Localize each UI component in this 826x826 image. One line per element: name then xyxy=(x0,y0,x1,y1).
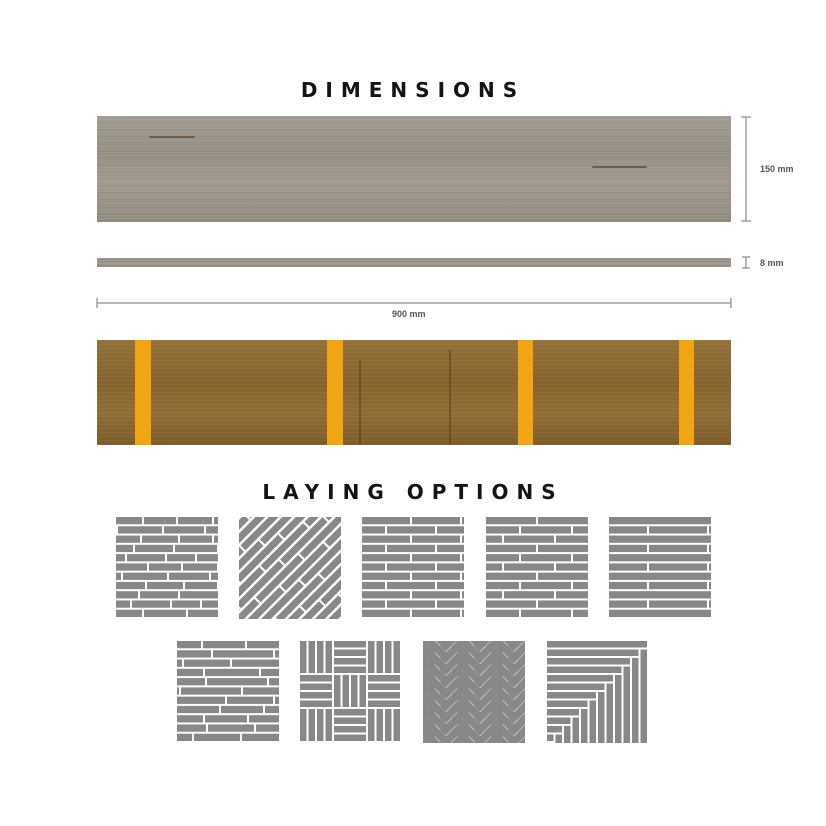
plank-tile xyxy=(521,526,571,533)
plank-tile xyxy=(573,554,588,561)
plank-tile xyxy=(334,675,341,707)
plank-tile xyxy=(486,573,536,580)
plank-tile xyxy=(208,724,254,731)
plank-tile xyxy=(412,554,460,561)
plank-tile xyxy=(547,726,562,733)
plank-tile xyxy=(147,582,183,589)
plank-tile xyxy=(149,563,181,570)
plank-tile xyxy=(437,563,464,570)
plank-tile xyxy=(486,517,536,524)
plank-tile xyxy=(607,684,614,744)
plank-tile xyxy=(207,678,267,685)
plank-tile xyxy=(547,692,596,699)
plank-tile xyxy=(214,517,218,524)
plank-tile xyxy=(362,536,410,543)
plank-tile xyxy=(486,610,519,617)
plank-tile xyxy=(437,545,464,552)
plank-tile xyxy=(202,600,218,607)
plank-tile xyxy=(377,709,384,741)
plank-tile xyxy=(581,709,588,743)
plank-tile xyxy=(334,667,366,674)
plank-tile xyxy=(178,517,212,524)
plank-tile xyxy=(275,650,279,657)
plank-tile xyxy=(334,641,366,648)
adhesive-strip xyxy=(679,340,694,445)
plank-tile xyxy=(172,600,200,607)
plank-tile xyxy=(309,641,316,673)
plank-tile xyxy=(412,610,460,617)
plank-tile xyxy=(177,660,182,667)
plank-tile xyxy=(167,554,195,561)
plank-tile xyxy=(462,573,464,580)
plank-tile xyxy=(609,517,711,524)
plank-tile xyxy=(412,573,460,580)
plank-tile xyxy=(247,641,279,648)
plank-tile xyxy=(351,675,358,707)
plank-tile xyxy=(547,675,613,682)
plank-tile xyxy=(462,554,464,561)
plank-tile xyxy=(437,526,464,533)
plank-tile xyxy=(538,600,588,607)
plank-tile xyxy=(538,573,588,580)
dimensions-heading: DIMENSIONS xyxy=(300,78,526,102)
plank-tile xyxy=(177,687,179,694)
plank-tile xyxy=(317,709,324,741)
plank-tile xyxy=(486,545,536,552)
plank-tile xyxy=(615,675,622,743)
plank-tile xyxy=(368,701,400,708)
plank-tile xyxy=(547,735,554,742)
plank-tile xyxy=(116,563,147,570)
plank-tile xyxy=(326,709,333,741)
plank-tile xyxy=(368,641,375,673)
plank-tile xyxy=(362,526,385,533)
plank-tile xyxy=(462,536,464,543)
thickness-label: 8 mm xyxy=(760,258,784,268)
plank-tile xyxy=(265,706,279,713)
plank-tile xyxy=(462,591,464,598)
plank-tile xyxy=(269,678,279,685)
plank-tile xyxy=(300,701,332,708)
plank-tile xyxy=(183,563,217,570)
plank-tile xyxy=(116,600,130,607)
plank-tile xyxy=(164,526,204,533)
plank-tile xyxy=(116,582,145,589)
plank-tile xyxy=(609,573,711,580)
plank-tile xyxy=(521,554,571,561)
laying-options-heading: LAYING OPTIONS xyxy=(262,480,564,504)
plank-tile xyxy=(556,735,563,744)
plank-tile xyxy=(242,734,279,741)
plank-tile xyxy=(362,563,385,570)
plank-tile xyxy=(118,526,162,533)
plank-tile xyxy=(188,610,218,617)
plank-tile xyxy=(326,641,333,673)
plank-tile xyxy=(547,650,639,657)
plank-tile xyxy=(437,582,464,589)
plank-tile xyxy=(177,678,205,685)
plank-tile xyxy=(462,517,464,524)
plank-tile xyxy=(177,706,219,713)
plank-tile xyxy=(547,641,647,648)
plank-back-view xyxy=(97,340,731,445)
plank-tile xyxy=(387,563,435,570)
plank-tile xyxy=(387,582,435,589)
plank-tile xyxy=(486,582,519,589)
plank-tile xyxy=(521,582,571,589)
plank-tile xyxy=(116,591,138,598)
plank-tile xyxy=(609,563,647,570)
plank-tile xyxy=(649,600,707,607)
plank-tile xyxy=(624,667,631,744)
pattern-corner-frame xyxy=(547,641,649,743)
plank-tile xyxy=(609,600,647,607)
plank-tile xyxy=(177,641,201,648)
plank-tile xyxy=(362,554,410,561)
plank-tile xyxy=(609,610,711,617)
plank-tile xyxy=(144,610,186,617)
plank-tile xyxy=(300,709,307,741)
plank-tile xyxy=(547,718,571,725)
plank-tile xyxy=(504,591,554,598)
plank-tile xyxy=(205,669,259,676)
plank-tile xyxy=(256,724,279,731)
plank-tile xyxy=(387,600,435,607)
plank-tile xyxy=(377,641,384,673)
plank-tile xyxy=(140,591,178,598)
plank-tile xyxy=(261,669,279,676)
pattern-random-staggered xyxy=(177,641,279,743)
plank-tile xyxy=(185,582,217,589)
plank-tile xyxy=(334,735,366,742)
plank-tile xyxy=(573,526,588,533)
plank-tile xyxy=(412,517,460,524)
plank-tile xyxy=(177,669,203,676)
plank-tile xyxy=(486,536,502,543)
plank-tile xyxy=(343,675,350,707)
plank-tile xyxy=(116,536,140,543)
plank-tile xyxy=(521,610,571,617)
plank-tile xyxy=(300,684,332,691)
plank-tile xyxy=(362,517,410,524)
plank-tile xyxy=(221,706,263,713)
plank-tile xyxy=(598,692,605,743)
plank-tile xyxy=(180,536,212,543)
plank-tile xyxy=(116,610,142,617)
plank-tile xyxy=(609,526,647,533)
plank-tile xyxy=(538,545,588,552)
plank-tile xyxy=(232,660,279,667)
plank-tile xyxy=(709,600,711,607)
plank-tile xyxy=(641,650,648,744)
plank-tile xyxy=(538,517,588,524)
plank-tile xyxy=(486,554,519,561)
plank-tile xyxy=(181,687,241,694)
plank-tile xyxy=(394,709,401,741)
plank-tile xyxy=(547,667,622,674)
plank-tile xyxy=(227,697,273,704)
plank-tile xyxy=(486,563,502,570)
plank-tile xyxy=(362,582,385,589)
plank-tile xyxy=(609,554,711,561)
plank-tile xyxy=(556,536,588,543)
plank-tile xyxy=(590,701,597,744)
plank-tile xyxy=(334,718,366,725)
plank-tile xyxy=(385,641,392,673)
plank-tile xyxy=(142,536,178,543)
plank-tile xyxy=(206,526,218,533)
plank-tile xyxy=(437,600,464,607)
plank-tile xyxy=(116,554,125,561)
plank-tile xyxy=(334,726,366,733)
plank-tile xyxy=(556,563,588,570)
plank-tile xyxy=(609,591,711,598)
plank-tile xyxy=(123,573,167,580)
plank-tile xyxy=(362,610,410,617)
plank-tile xyxy=(177,650,211,657)
plank-tile xyxy=(116,517,142,524)
plank-tile xyxy=(609,545,647,552)
plank-tile xyxy=(177,697,225,704)
plank-tile xyxy=(486,526,519,533)
plank-edge-view xyxy=(97,258,731,267)
plank-tile xyxy=(709,526,711,533)
plank-tile xyxy=(609,536,711,543)
plank-tile xyxy=(649,563,707,570)
pattern-random-staggered-tight xyxy=(116,517,218,619)
plank-tile xyxy=(547,709,579,716)
plank-tile xyxy=(547,658,630,665)
plank-tile xyxy=(486,591,502,598)
plank-tile xyxy=(194,734,240,741)
plank-tile xyxy=(362,545,385,552)
plank-tile xyxy=(412,536,460,543)
plank-tile xyxy=(197,554,218,561)
plank-tile xyxy=(180,591,218,598)
plank-tile xyxy=(243,687,279,694)
plank-tile xyxy=(116,545,133,552)
plank-tile xyxy=(184,660,230,667)
plank-tile xyxy=(169,573,209,580)
plank-tile xyxy=(362,573,410,580)
plank-tile xyxy=(394,641,401,673)
plank-tile xyxy=(300,692,332,699)
adhesive-strip xyxy=(135,340,151,445)
plank-tile xyxy=(573,718,580,744)
plank-tile xyxy=(709,545,711,552)
pattern-brick-offset xyxy=(362,517,464,619)
plank-tile xyxy=(211,573,218,580)
plank-tile xyxy=(462,610,464,617)
plank-tile xyxy=(249,715,279,722)
plank-tile xyxy=(300,675,332,682)
plank-tile xyxy=(334,650,366,657)
plank-tile xyxy=(362,591,410,598)
plank-tile xyxy=(504,563,554,570)
plank-tile xyxy=(486,600,536,607)
pattern-basket-weave xyxy=(300,641,402,743)
plank-tile xyxy=(368,709,375,741)
plank-tile xyxy=(368,684,400,691)
plank-tile xyxy=(387,526,435,533)
plank-tile xyxy=(649,526,707,533)
plank-tile xyxy=(609,582,647,589)
plank-tile xyxy=(564,726,571,743)
plank-tile xyxy=(649,545,707,552)
plank-tile xyxy=(387,545,435,552)
plank-tile xyxy=(203,641,245,648)
plank-tile xyxy=(127,554,165,561)
plank-tile xyxy=(317,641,324,673)
length-label: 900 mm xyxy=(392,309,426,319)
plank-tile xyxy=(632,658,639,743)
plank-tile xyxy=(573,582,588,589)
plank-tile xyxy=(205,715,247,722)
plank-tile xyxy=(309,709,316,741)
pattern-third-offset xyxy=(486,517,588,619)
plank-tile xyxy=(709,563,711,570)
plank-tile xyxy=(547,684,605,691)
plank-tile xyxy=(334,658,366,665)
plank-tile xyxy=(385,709,392,741)
plank-tile xyxy=(334,709,366,716)
plank-tile xyxy=(368,692,400,699)
adhesive-strip xyxy=(327,340,343,445)
plank-tile xyxy=(362,600,385,607)
plank-tile xyxy=(213,650,273,657)
plank-tile xyxy=(132,600,170,607)
plank-tile xyxy=(556,591,588,598)
plank-tile xyxy=(144,517,176,524)
plank-tile xyxy=(177,715,203,722)
plank-tile xyxy=(547,701,588,708)
plank-tile xyxy=(709,582,711,589)
plank-tile xyxy=(275,697,279,704)
plank-tile xyxy=(135,545,173,552)
plank-tile xyxy=(177,734,192,741)
plank-tile xyxy=(649,582,707,589)
plank-tile xyxy=(116,573,121,580)
pattern-straight-lay xyxy=(609,517,711,619)
width-label: 150 mm xyxy=(760,164,794,174)
plank-tile xyxy=(214,536,218,543)
adhesive-strip xyxy=(518,340,533,445)
plank-tile xyxy=(573,610,588,617)
pattern-diagonal xyxy=(239,517,341,619)
plank-tile xyxy=(412,591,460,598)
plank-tile xyxy=(300,641,307,673)
plank-tile xyxy=(504,536,554,543)
plank-tile xyxy=(177,724,206,731)
plank-tile xyxy=(175,545,217,552)
pattern-herringbone xyxy=(423,641,525,743)
plank-tile xyxy=(368,675,400,682)
plank-tile xyxy=(360,675,367,707)
